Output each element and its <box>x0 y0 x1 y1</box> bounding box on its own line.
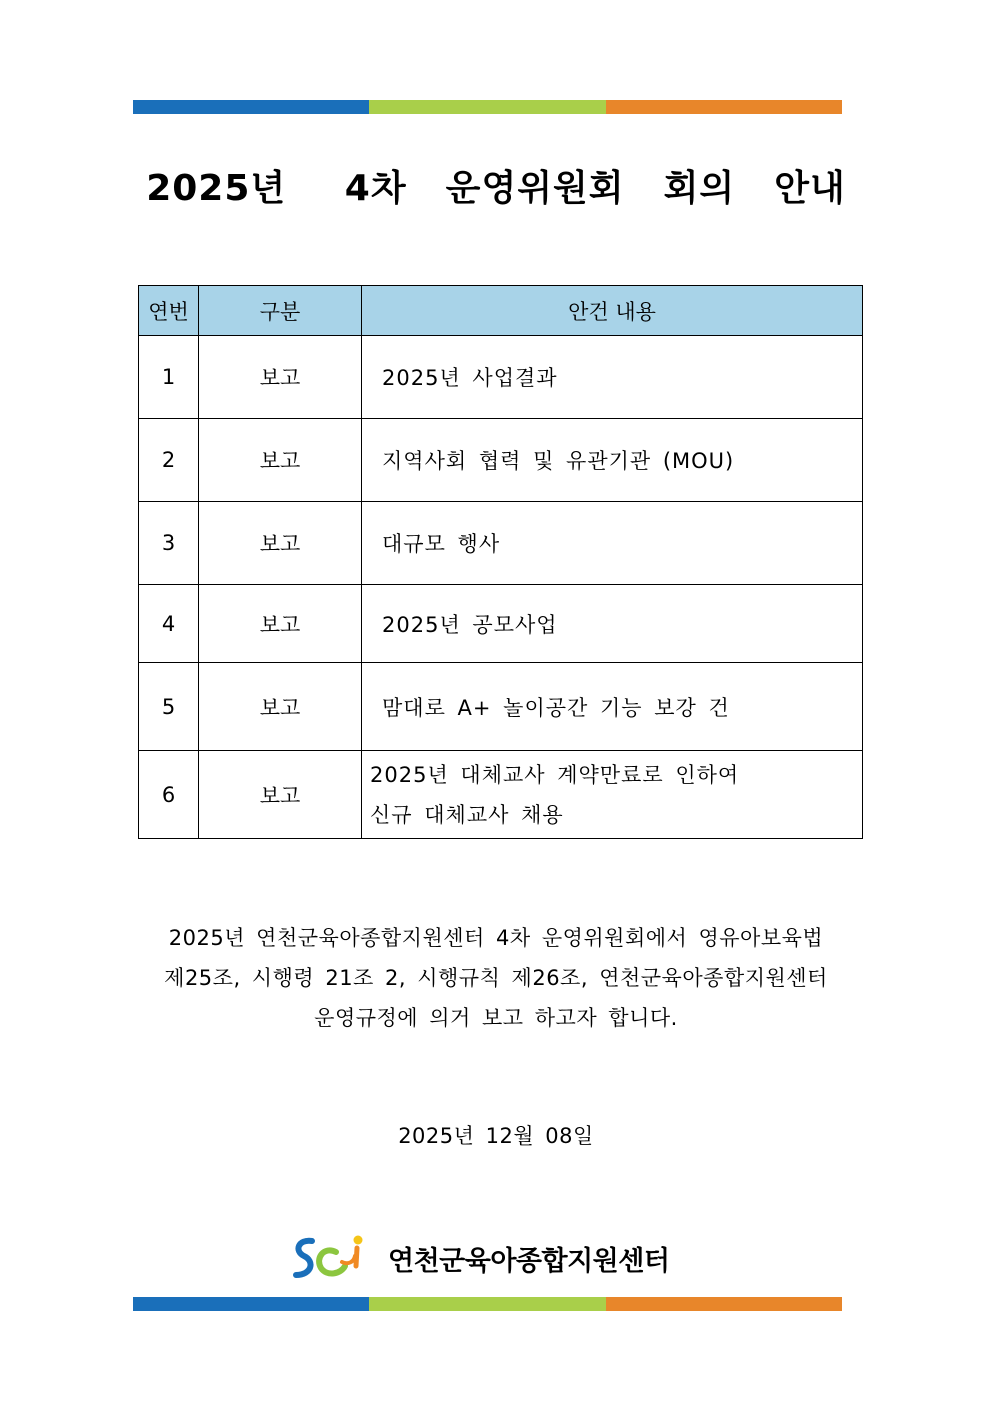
organization-name: 연천군육아종합지원센터 <box>388 1245 670 1277</box>
row-category: 보고 <box>199 585 362 663</box>
row-agenda-item <box>362 585 863 663</box>
row-number: 5 <box>139 663 199 751</box>
row-agenda-item <box>362 751 863 839</box>
row-category: 보고 <box>199 502 362 585</box>
stripe-green-segment <box>369 100 605 114</box>
agenda-item-line: 지역사회 협력 및 유관기관 (MOU) <box>382 449 735 473</box>
table-row <box>139 751 863 839</box>
organization-logo <box>288 1232 669 1284</box>
notice-line: 2025년 연천군육아종합지원센터 4차 운영위원회에서 영유아보육법 <box>168 926 824 950</box>
header-category: 구분 <box>199 286 362 336</box>
row-number: 6 <box>139 751 199 839</box>
row-agenda-item <box>362 419 863 502</box>
row-agenda-item <box>362 336 863 419</box>
stripe-green-segment <box>369 1297 605 1311</box>
row-category: 보고 <box>199 336 362 419</box>
stripe-orange-segment <box>606 100 842 114</box>
table-row <box>139 336 863 419</box>
row-category: 보고 <box>199 663 362 751</box>
table-row <box>139 585 863 663</box>
header-number: 연번 <box>139 286 199 336</box>
agenda-item-line: 신규 대체교사 채용 <box>370 802 564 827</box>
document-date: 2025년 12월 08일 <box>398 1124 594 1148</box>
document-title: 2025년 4차 운영위원회 회의 안내 <box>146 168 846 209</box>
row-agenda-item <box>362 663 863 751</box>
soi-logo-icon <box>288 1232 374 1284</box>
row-category: 보고 <box>199 419 362 502</box>
agenda-header-row <box>139 286 863 336</box>
row-category: 보고 <box>199 751 362 839</box>
row-number: 3 <box>139 502 199 585</box>
stripe-blue-segment <box>133 100 369 114</box>
notice-line: 운영규정에 의거 보고 하고자 합니다. <box>314 1006 678 1030</box>
row-agenda-item <box>362 502 863 585</box>
agenda-item-line: 2025년 대체교사 계약만료로 인하여 <box>370 762 740 787</box>
agenda-item-line: 2025년 사업결과 <box>382 366 558 390</box>
header-agenda-content: 안건 내용 <box>362 286 863 336</box>
row-number: 1 <box>139 336 199 419</box>
row-number: 2 <box>139 419 199 502</box>
table-row <box>139 419 863 502</box>
stripe-orange-segment <box>606 1297 842 1311</box>
bottom-color-stripe <box>133 1297 842 1311</box>
stripe-blue-segment <box>133 1297 369 1311</box>
row-number: 4 <box>139 585 199 663</box>
table-row <box>139 663 863 751</box>
agenda-item-line: 대규모 행사 <box>382 532 501 556</box>
agenda-item-line: 2025년 공모사업 <box>382 612 558 637</box>
notice-paragraph <box>100 918 892 1038</box>
agenda-item-line: 맘대로 A+ 놀이공간 기능 보강 건 <box>382 695 730 720</box>
agenda-table <box>138 285 863 839</box>
top-color-stripe <box>133 100 842 114</box>
table-row <box>139 502 863 585</box>
notice-line: 제25조, 시행령 21조 2, 시행규칙 제26조, 연천군육아종합지원센터 <box>164 966 828 990</box>
